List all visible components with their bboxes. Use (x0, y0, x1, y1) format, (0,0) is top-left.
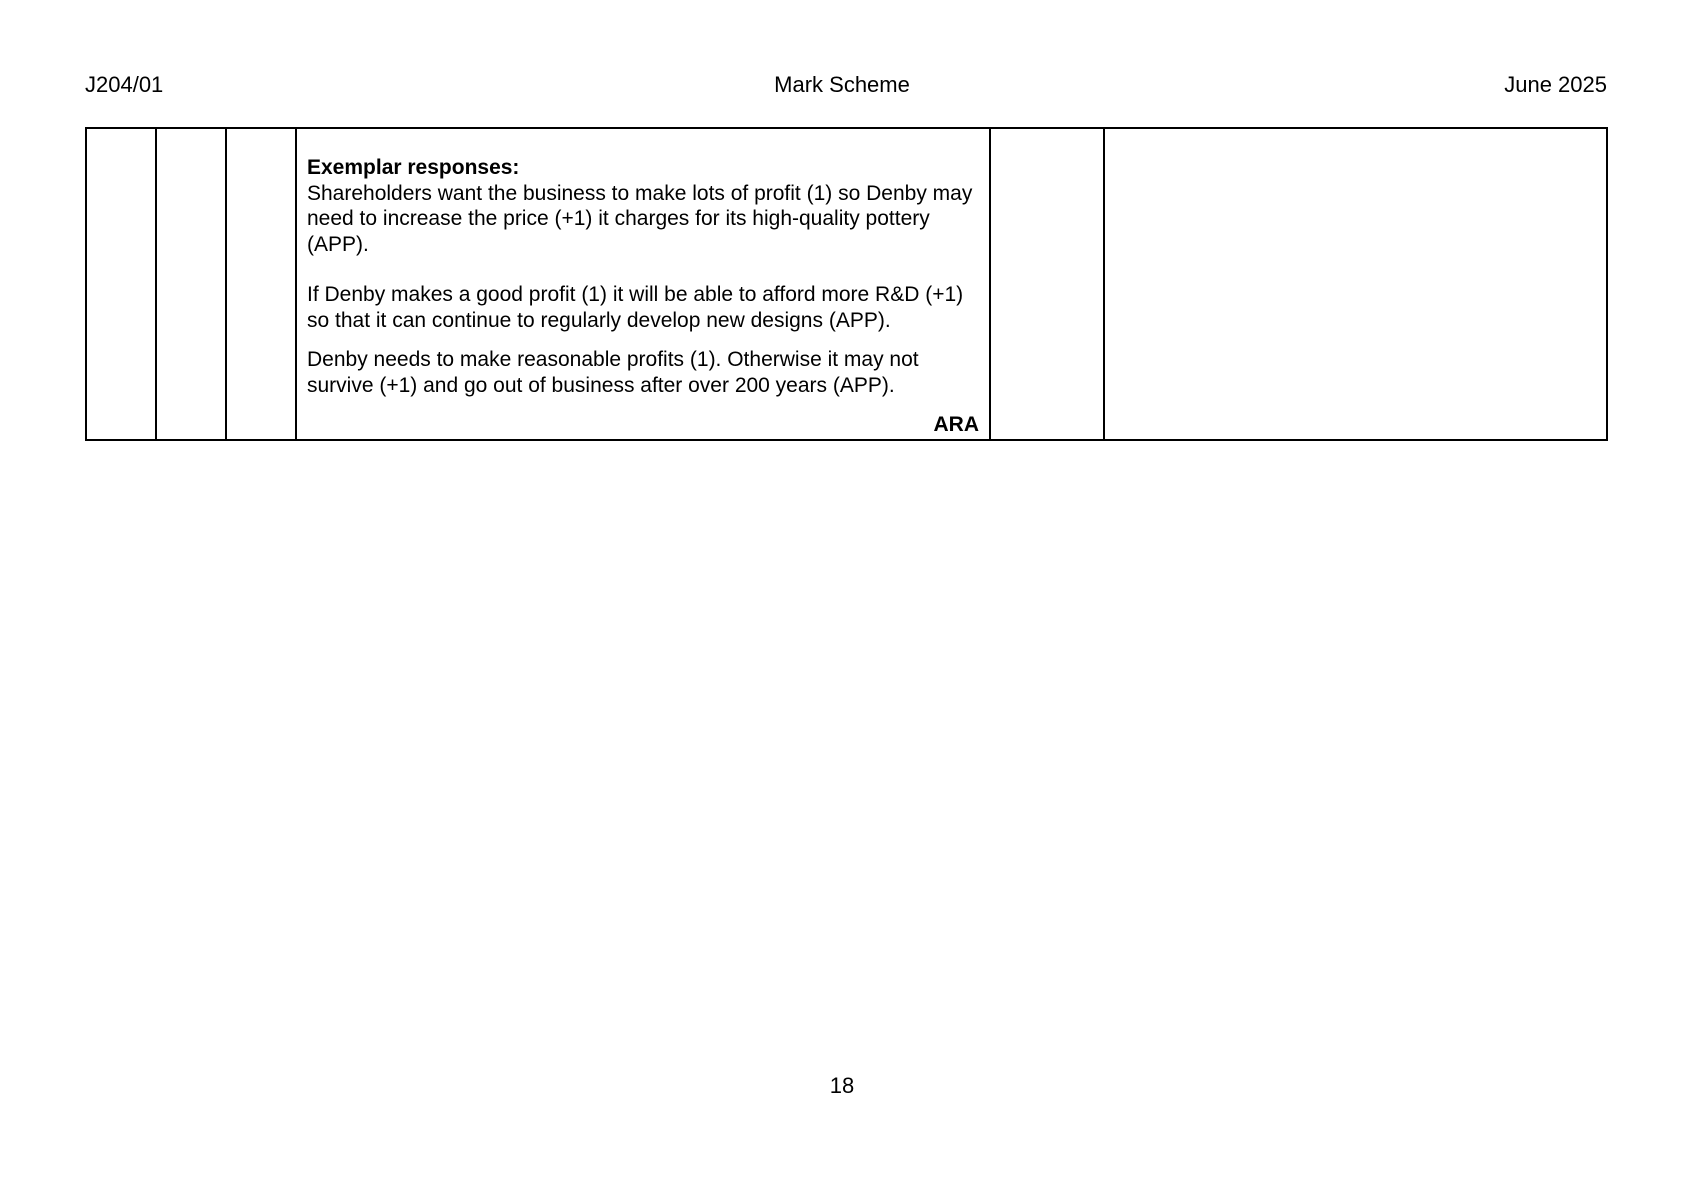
exemplar-response: Shareholders want the business to make lots of profit (1) so Denby may need to increase the price (+1) it charges for its high-quality pottery (APP). (307, 181, 973, 256)
assessment-objective-label: ARA (933, 413, 979, 436)
question-cell (86, 128, 156, 440)
document-title: Mark Scheme (774, 72, 910, 97)
exemplar-response: If Denby makes a good profit (1) it will be able to afford more R&D (+1) so that it can continue to regularly develop new designs (APP). (307, 283, 964, 332)
exemplar-heading: Exemplar responses: (307, 156, 520, 179)
exam-session: June 2025 (1504, 72, 1607, 97)
exemplar-response: Denby needs to make reasonable profits (1). Otherwise it may not survive (+1) and go out of business after over 200 years (APP). (307, 348, 919, 397)
page-number: 18 (829, 1073, 855, 1098)
marks-cell (990, 128, 1104, 440)
answer-cell (296, 128, 990, 440)
paper-code: J204/01 (85, 72, 164, 97)
subpart-cell (226, 128, 296, 440)
part-cell (156, 128, 226, 440)
table-row (86, 128, 1607, 440)
guidance-cell (1104, 128, 1607, 440)
mark-scheme-table (85, 127, 1608, 441)
